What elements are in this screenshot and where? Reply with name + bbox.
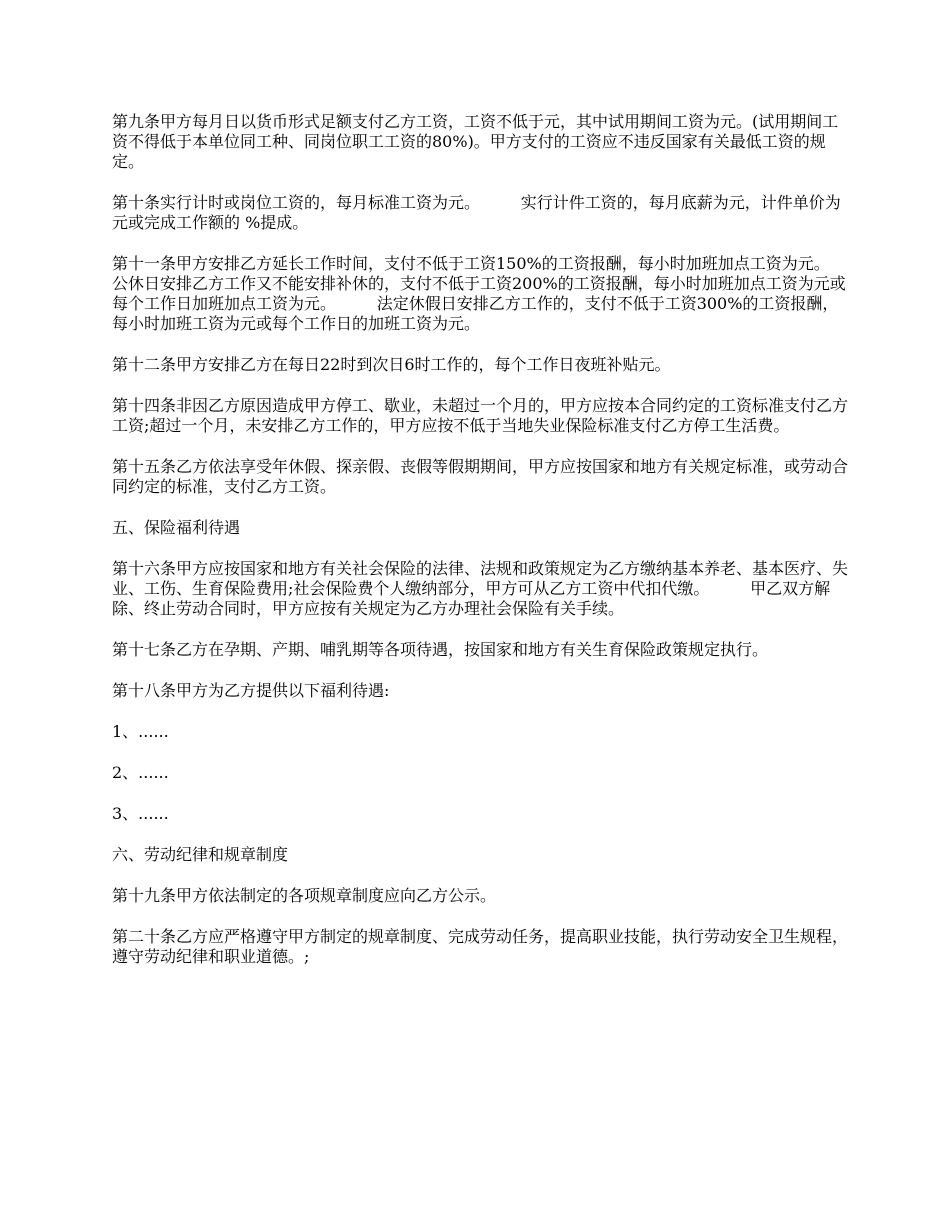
list-item-1: 1、...... [112, 722, 169, 741]
paragraph-article-12: 第十二条甲方安排乙方在每日22时到次日6时工作的，每个工作日夜班补贴元。 [112, 355, 671, 374]
section-heading-discipline: 六、劳动纪律和规章制度 [112, 845, 289, 864]
paragraph-article-14: 第十四条非因乙方原因造成甲方停工、歇业，未超过一个月的，甲方应按本合同约定的工资标准支付乙方工资;超过一个月，未安排乙方工作的，甲方应按不低于当地失业保险标准支付乙方停工生活费。 [112, 396, 849, 435]
section-heading-insurance: 五、保险福利待遇 [112, 518, 241, 537]
paragraph-article-17: 第十七条乙方在孕期、产期、哺乳期等各项待遇，按国家和地方有关生育保险政策规定执行。 [112, 640, 769, 659]
paragraph-article-18: 第十八条甲方为乙方提供以下福利待遇: [112, 681, 390, 700]
document-page [112, 112, 871, 988]
paragraph-article-11: 第十一条甲方安排乙方延长工作时间，支付不低于工资150%的工资报酬，每小时加班加点工资为元。 公休日安排乙方工作又不能安排补休的，支付不低于工资200%的工资报酬，每小时加班加点工资为元或每个工作日加班加点工资为元。 法定休假日安排乙方工作的，支付不低于工资300%的工资报酬，每小时加班工资为元或每个工作日的加班工资为元。 [112, 254, 871, 333]
paragraph-article-20: 第二十条乙方应严格遵守甲方制定的规章制度、完成劳动任务，提高职业技能，执行劳动安全卫生规程，遵守劳动纪律和职业道德。; [112, 927, 849, 966]
paragraph-article-15: 第十五条乙方依法享受年休假、探亲假、丧假等假期期间，甲方应按国家和地方有关规定标准，或劳动合同约定的标准，支付乙方工资。 [112, 457, 849, 496]
paragraph-article-16: 第十六条甲方应按国家和地方有关社会保险的法律、法规和政策规定为乙方缴纳基本养老、基本医疗、失业、工伤、生育保险费用;社会保险费个人缴纳部分，甲方可从乙方工资中代扣代缴。 甲乙双方解除、终止劳动合同时，甲方应按有关规定为乙方办理社会保险有关手续。 [112, 559, 849, 618]
paragraph-article-19: 第十九条甲方依法制定的各项规章制度应向乙方公示。 [112, 886, 497, 905]
paragraph-article-9: 第九条甲方每月日以货币形式足额支付乙方工资，工资不低于元，其中试用期间工资为元。(试用期间工资不得低于本单位同工种、同岗位职工工资的80%)。甲方支付的工资应不违反国家有关最低工资的规定。 [112, 112, 839, 171]
list-item-3: 3、...... [112, 804, 169, 823]
list-item-2: 2、...... [112, 763, 169, 782]
paragraph-article-10: 第十条实行计时或岗位工资的，每月标准工资为元。 实行计件工资的，每月底薪为元，计件单价为元或完成工作额的 %提成。 [112, 193, 841, 232]
